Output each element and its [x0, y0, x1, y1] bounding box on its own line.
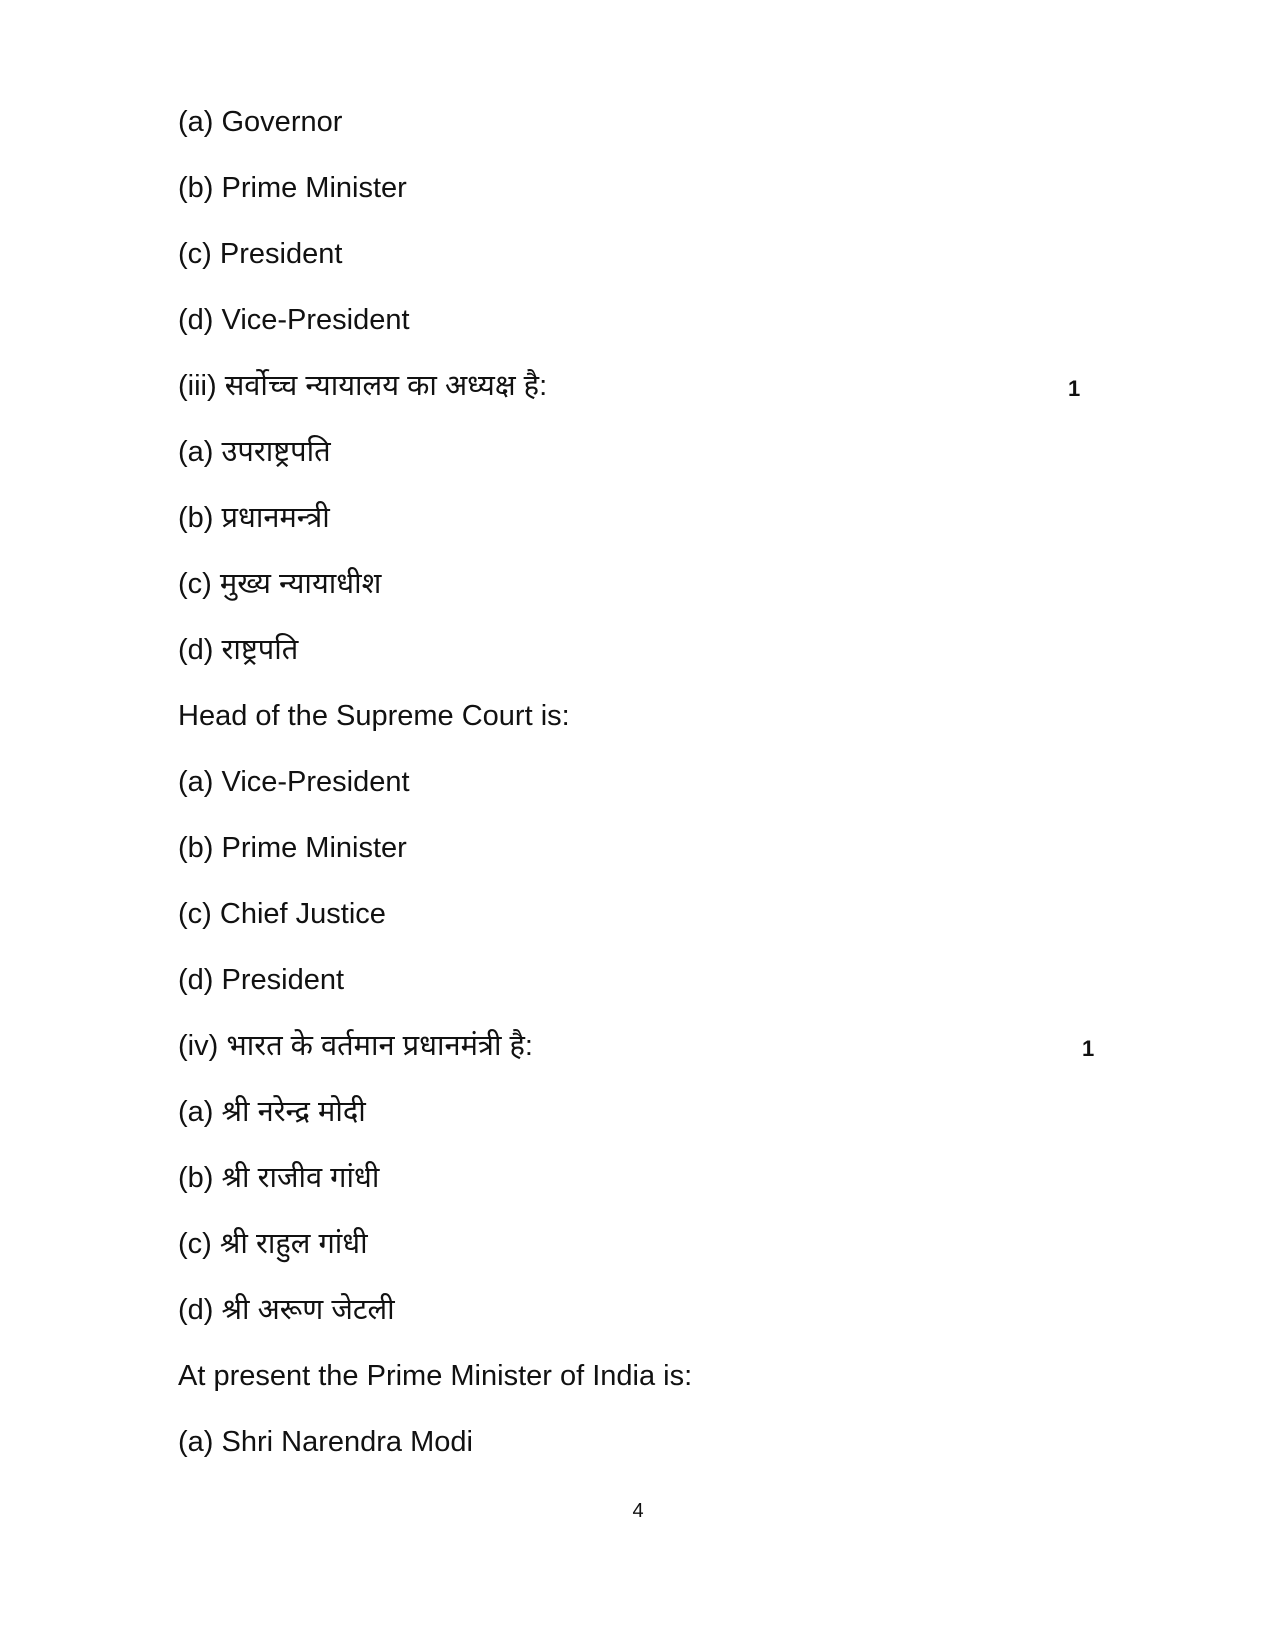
q3-option-a-hindi: (a) उपराष्ट्रपति [178, 436, 331, 468]
q4-option-a-english: (a) Shri Narendra Modi [178, 1426, 473, 1458]
page-number: 4 [632, 1500, 644, 1522]
q3-option-d-hindi: (d) राष्ट्रपति [178, 634, 299, 666]
q2-option-c: (c) President [178, 238, 343, 270]
q3-question-english: Head of the Supreme Court is: [178, 700, 570, 732]
q3-option-b-english: (b) Prime Minister [178, 832, 407, 864]
q3-option-c-hindi: (c) मुख्य न्यायाधीश [178, 568, 382, 600]
q3-question-hindi: (iii) सर्वोच्च न्यायालय का अध्यक्ष है: [178, 370, 548, 402]
q2-option-a: (a) Governor [178, 106, 343, 138]
q2-option-b: (b) Prime Minister [178, 172, 407, 204]
q4-option-d-hindi: (d) श्री अरूण जेटली [178, 1294, 395, 1326]
q3-option-d-english: (d) President [178, 964, 345, 996]
q3-marks: 1 [1068, 376, 1081, 401]
q4-question-english: At present the Prime Minister of India is: [178, 1360, 693, 1392]
q3-option-b-hindi: (b) प्रधानमन्त्री [178, 502, 330, 534]
q4-option-b-hindi: (b) श्री राजीव गांधी [178, 1162, 380, 1194]
q3-option-a-english: (a) Vice-President [178, 766, 410, 798]
q4-option-a-hindi: (a) श्री नरेन्द्र मोदी [178, 1096, 366, 1128]
q4-question-hindi: (iv) भारत के वर्तमान प्रधानमंत्री है: [178, 1030, 533, 1062]
q2-option-d: (d) Vice-President [178, 304, 410, 336]
q4-option-c-hindi: (c) श्री राहुल गांधी [178, 1228, 368, 1260]
q4-marks: 1 [1082, 1036, 1095, 1061]
q3-option-c-english: (c) Chief Justice [178, 898, 386, 930]
